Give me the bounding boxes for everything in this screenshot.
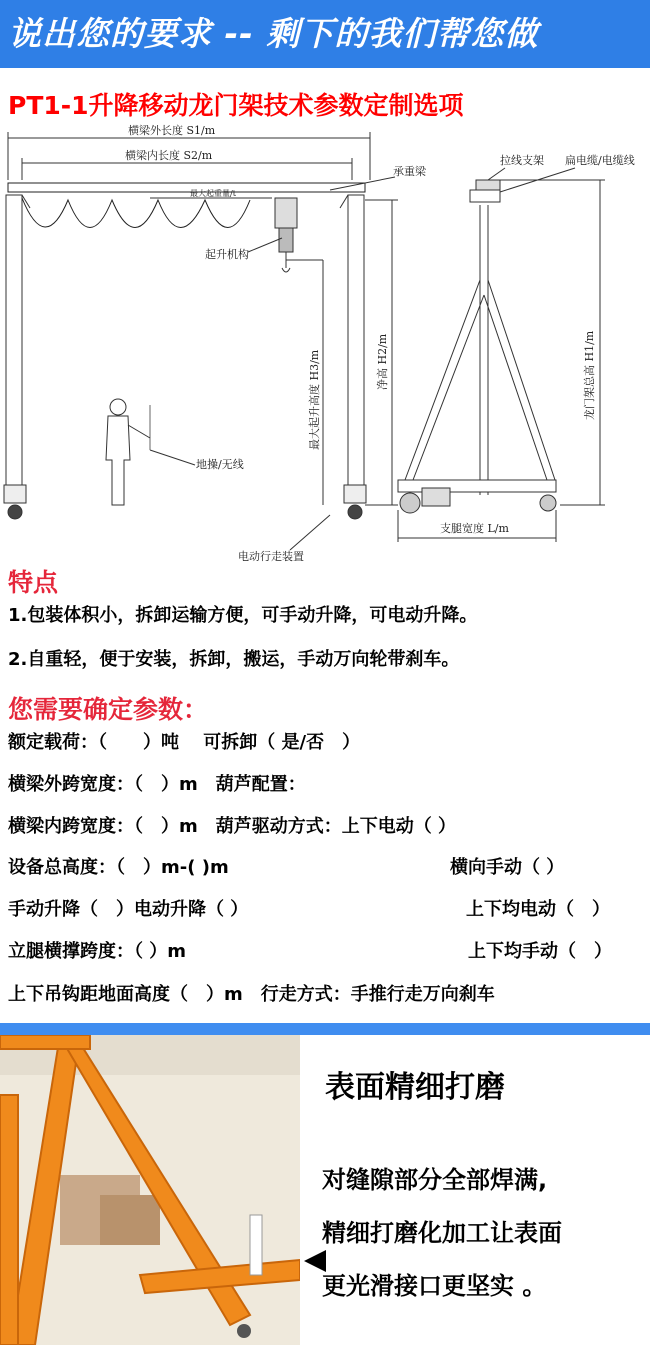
label-beam-inner: 横梁内长度 S2/m — [125, 149, 213, 162]
param-row-5: 手动升降（ ）电动升降（ ） — [8, 899, 249, 920]
feature-item-1: 1.包装体积小，拆卸运输方便，可手动升降，可电动升降。 — [8, 605, 478, 626]
label-travel-device: 电动行走装置 — [238, 550, 304, 563]
param-row-6-right: 上下均手动（ ） — [468, 941, 612, 962]
surface-title: 表面精细打磨 — [325, 1070, 505, 1105]
param-row-2: 横梁外跨宽度：（ ）m 葫芦配置： — [8, 774, 306, 795]
param-row-6: 立腿横撑跨度：（ ）m — [8, 941, 187, 962]
param-row-4-right: 横向手动（ ） — [450, 857, 565, 878]
gantry-diagram — [0, 120, 650, 565]
param-row-1: 额定载荷：（ ）吨 可拆卸（ 是/否 ） — [8, 732, 361, 753]
page-title: PT1-1升降移动龙门架技术参数定制选项 — [8, 91, 464, 120]
label-beam-outer: 横梁外长度 S1/m — [128, 124, 216, 137]
label-remote: 地操/无线 — [196, 458, 244, 471]
param-row-4: 设备总高度：（ ）m-( )m — [8, 857, 229, 878]
label-support-width: 支腿宽度 L/m — [440, 522, 509, 535]
label-wire-bracket: 拉线支架 — [500, 154, 544, 167]
label-max-load: 最大起重量/t — [190, 189, 236, 198]
surface-line-2: 精细打磨化加工让表面 — [322, 1219, 562, 1247]
feature-item-2: 2.自重轻，便于安装，拆卸，搬运，手动万向轮带刹车。 — [8, 649, 460, 670]
param-row-7: 上下吊钩距地面高度（ ）m 行走方式：手推行走万向刹车 — [8, 984, 495, 1005]
params-title: 您需要确定参数： — [8, 695, 209, 724]
surface-line-1: 对缝隙部分全部焊满, — [322, 1166, 548, 1194]
frame-photo — [0, 1035, 300, 1345]
label-total-height: 龙门架总高 H1/m — [583, 330, 596, 420]
label-hoist: 起升机构 — [205, 248, 249, 261]
surface-line-3: 更光滑接口更坚实 。 — [322, 1272, 547, 1300]
features-title: 特点 — [8, 568, 59, 597]
param-row-3: 横梁内跨宽度：（ ）m 葫芦驱动方式：上下电动（ ） — [8, 816, 457, 837]
top-banner — [0, 0, 650, 68]
label-max-lift-height: 最大起升高度 H3/m — [308, 349, 321, 450]
label-bearing-beam: 承重梁 — [393, 165, 426, 178]
label-net-height: 净高 H2/m — [376, 333, 389, 390]
param-row-5-right: 上下均电动（ ） — [466, 899, 610, 920]
banner-slogan: 说出您的要求 -- 剩下的我们帮您做 — [8, 14, 539, 53]
section-divider — [0, 1023, 650, 1035]
label-flat-cable: 扁电缆/电缆线 — [565, 154, 635, 167]
